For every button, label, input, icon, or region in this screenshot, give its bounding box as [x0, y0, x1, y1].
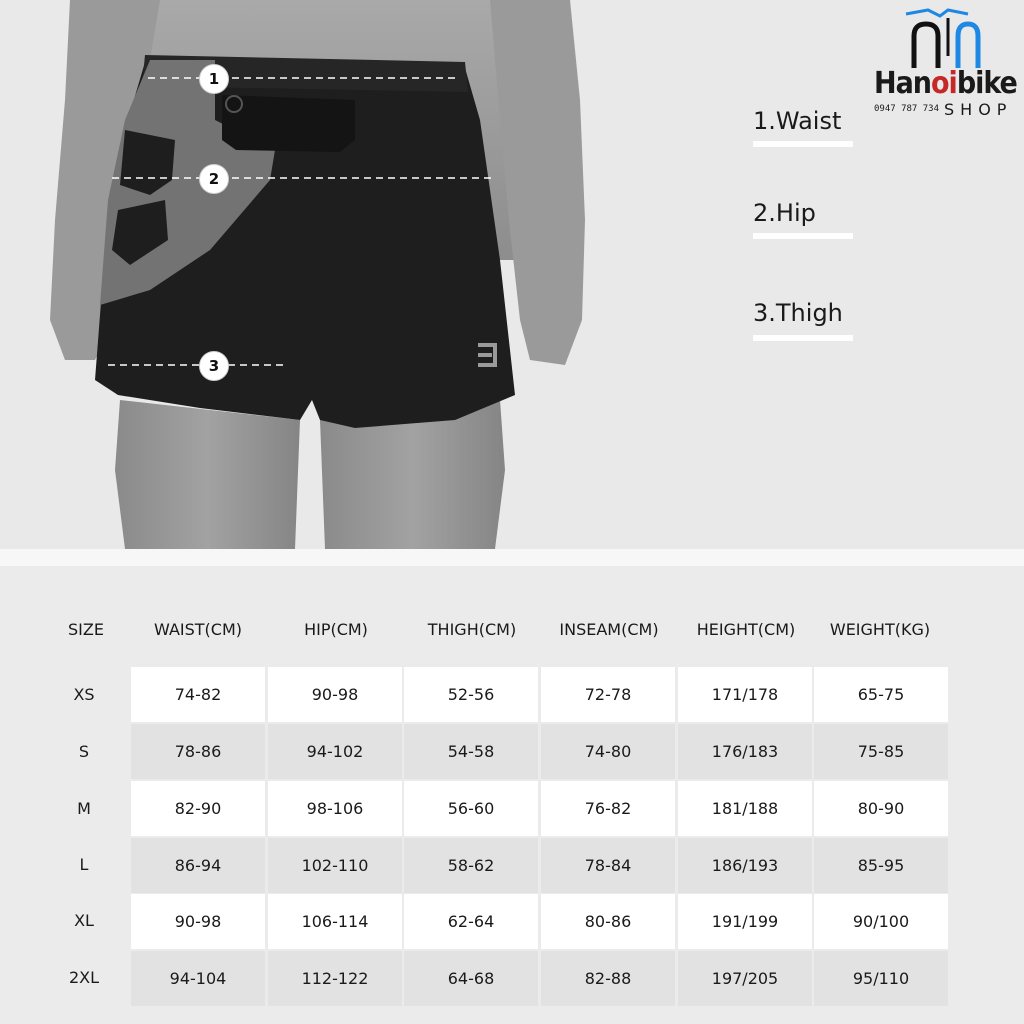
marker-waist	[199, 64, 229, 94]
header-thigh: THIGH(CM)	[427, 620, 517, 639]
table-cell: 85-95	[814, 838, 948, 893]
logo-bike: bike	[956, 66, 1017, 101]
table-cell: 64-68	[404, 951, 538, 1006]
table-cell: 98-106	[268, 781, 402, 836]
legend-hip-underline	[753, 233, 853, 239]
row-size-label: M	[77, 799, 91, 818]
table-cell: 65-75	[814, 667, 948, 722]
marker-thigh-number: 3	[208, 357, 220, 375]
table-cell: 176/183	[678, 724, 812, 779]
table-cell: 62-64	[404, 894, 538, 949]
marker-waist-number: 1	[208, 70, 220, 88]
table-cell: 78-84	[541, 838, 675, 893]
legend-waist: 1.Waist	[753, 107, 842, 135]
table-cell: 112-122	[268, 951, 402, 1006]
table-cell: 90/100	[814, 894, 948, 949]
table-cell: 106-114	[268, 894, 402, 949]
marker-thigh	[199, 351, 229, 381]
table-cell: 171/178	[678, 667, 812, 722]
header-height: HEIGHT(CM)	[696, 620, 796, 639]
table-cell: 72-78	[541, 667, 675, 722]
table-cell: 86-94	[131, 838, 265, 893]
row-size-label: S	[78, 742, 90, 761]
legend-hip: 2.Hip	[753, 199, 816, 227]
table-cell: 76-82	[541, 781, 675, 836]
table-cell: 95/110	[814, 951, 948, 1006]
table-cell: 78-86	[131, 724, 265, 779]
legend-thigh-underline	[753, 335, 853, 341]
table-cell: 191/199	[678, 894, 812, 949]
row-size-label: L	[79, 855, 89, 874]
logo-phone: 0947 787 734	[874, 104, 940, 114]
table-cell: 82-88	[541, 951, 675, 1006]
hanoibike-logo	[868, 6, 1020, 126]
logo-wordmark	[874, 66, 1017, 101]
table-cell: 52-56	[404, 667, 538, 722]
table-cell: 75-85	[814, 724, 948, 779]
row-size-label: 2XL	[68, 968, 100, 987]
header-size: SIZE	[68, 620, 104, 639]
legend-thigh: 3.Thigh	[753, 299, 843, 327]
legend-waist-underline	[753, 141, 853, 147]
header-weight: WEIGHT(KG)	[829, 620, 931, 639]
logo-shop: SHOP	[944, 100, 1013, 119]
table-cell: 74-80	[541, 724, 675, 779]
table-cell: 94-104	[131, 951, 265, 1006]
table-cell: 197/205	[678, 951, 812, 1006]
row-size-label: XL	[74, 911, 94, 930]
table-cell: 82-90	[131, 781, 265, 836]
table-cell: 58-62	[404, 838, 538, 893]
table-cell: 74-82	[131, 667, 265, 722]
section-divider	[0, 549, 1024, 566]
header-inseam: INSEAM(CM)	[559, 620, 659, 639]
logo-oi: oi	[931, 66, 957, 101]
table-cell: 94-102	[268, 724, 402, 779]
row-size-label: XS	[73, 685, 95, 704]
marker-hip-number: 2	[208, 170, 220, 188]
table-cell: 102-110	[268, 838, 402, 893]
table-cell: 80-90	[814, 781, 948, 836]
table-cell: 54-58	[404, 724, 538, 779]
table-cell: 90-98	[268, 667, 402, 722]
logo-han: Han	[874, 66, 932, 101]
marker-hip	[199, 164, 229, 194]
header-waist: WAIST(CM)	[154, 620, 242, 639]
table-cell: 56-60	[404, 781, 538, 836]
table-cell: 90-98	[131, 894, 265, 949]
header-hip: HIP(CM)	[304, 620, 368, 639]
table-cell: 80-86	[541, 894, 675, 949]
table-cell: 186/193	[678, 838, 812, 893]
table-cell: 181/188	[678, 781, 812, 836]
